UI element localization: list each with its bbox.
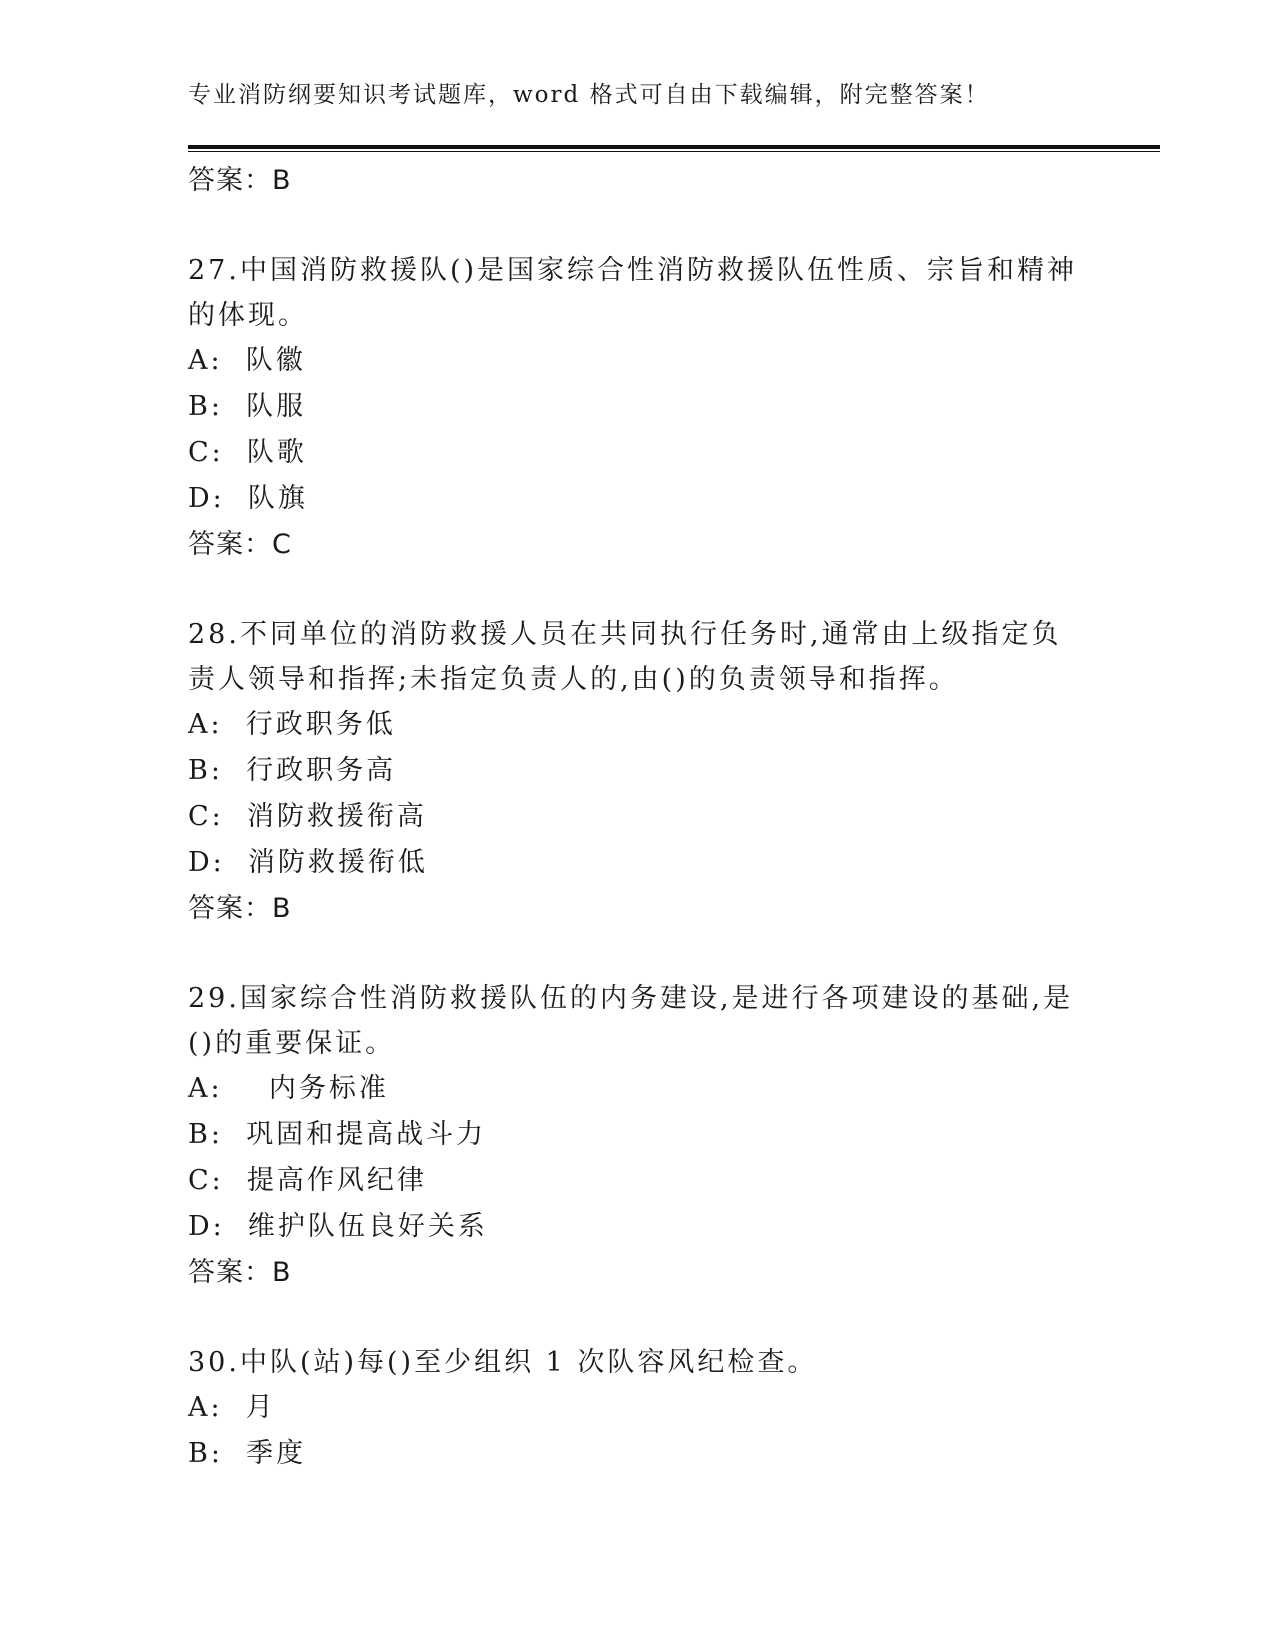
option-b: B: 季度 bbox=[188, 1438, 307, 1469]
header-rule-thick bbox=[188, 145, 1160, 149]
option-b: B: 巩固和提高战斗力 bbox=[188, 1119, 487, 1150]
option-d: D: 维护队伍良好关系 bbox=[188, 1211, 488, 1242]
option-b: B: 行政职务高 bbox=[188, 755, 397, 786]
option-a: A: 月 bbox=[188, 1392, 276, 1423]
question-30 bbox=[188, 1340, 1088, 1477]
option-c: C: 队歌 bbox=[188, 437, 307, 468]
question-28 bbox=[188, 612, 1088, 931]
answer: 答案：B bbox=[188, 893, 292, 924]
answer: 答案：C bbox=[188, 529, 292, 560]
option-d: D: 消防救援衔低 bbox=[188, 847, 428, 878]
question-text: 27.中国消防救援队()是国家综合性消防救援队伍性质、宗旨和精神的体现。 bbox=[188, 255, 1078, 331]
question-list bbox=[188, 158, 1088, 1477]
option-a: A: 行政职务低 bbox=[188, 709, 396, 740]
option-a: A: 内务标准 bbox=[188, 1073, 389, 1104]
question-text: 29.国家综合性消防救援队伍的内务建设,是进行各项建设的基础,是()的重要保证。 bbox=[188, 983, 1074, 1059]
option-d: D: 队旗 bbox=[188, 483, 308, 514]
answer: 答案：B bbox=[188, 1257, 292, 1288]
option-b: B: 队服 bbox=[188, 391, 307, 422]
option-a: A: 队徽 bbox=[188, 345, 306, 376]
answer-prev: 答案：B bbox=[188, 165, 292, 196]
question-text: 30.中队(站)每()至少组织 1 次队容风纪检查。 bbox=[188, 1347, 818, 1378]
question-text: 28.不同单位的消防救援人员在共同执行任务时,通常由上级指定负责人领导和指挥;未指定负责人的,由()的负责领导和指挥。 bbox=[188, 619, 1062, 695]
question-29 bbox=[188, 976, 1088, 1295]
page-header: 专业消防纲要知识考试题库，word 格式可自由下载编辑，附完整答案！ bbox=[188, 82, 990, 108]
header-rule-thin bbox=[188, 151, 1160, 152]
option-c: C: 消防救援衔高 bbox=[188, 801, 427, 832]
question-27 bbox=[188, 248, 1088, 567]
option-c: C: 提高作风纪律 bbox=[188, 1165, 427, 1196]
